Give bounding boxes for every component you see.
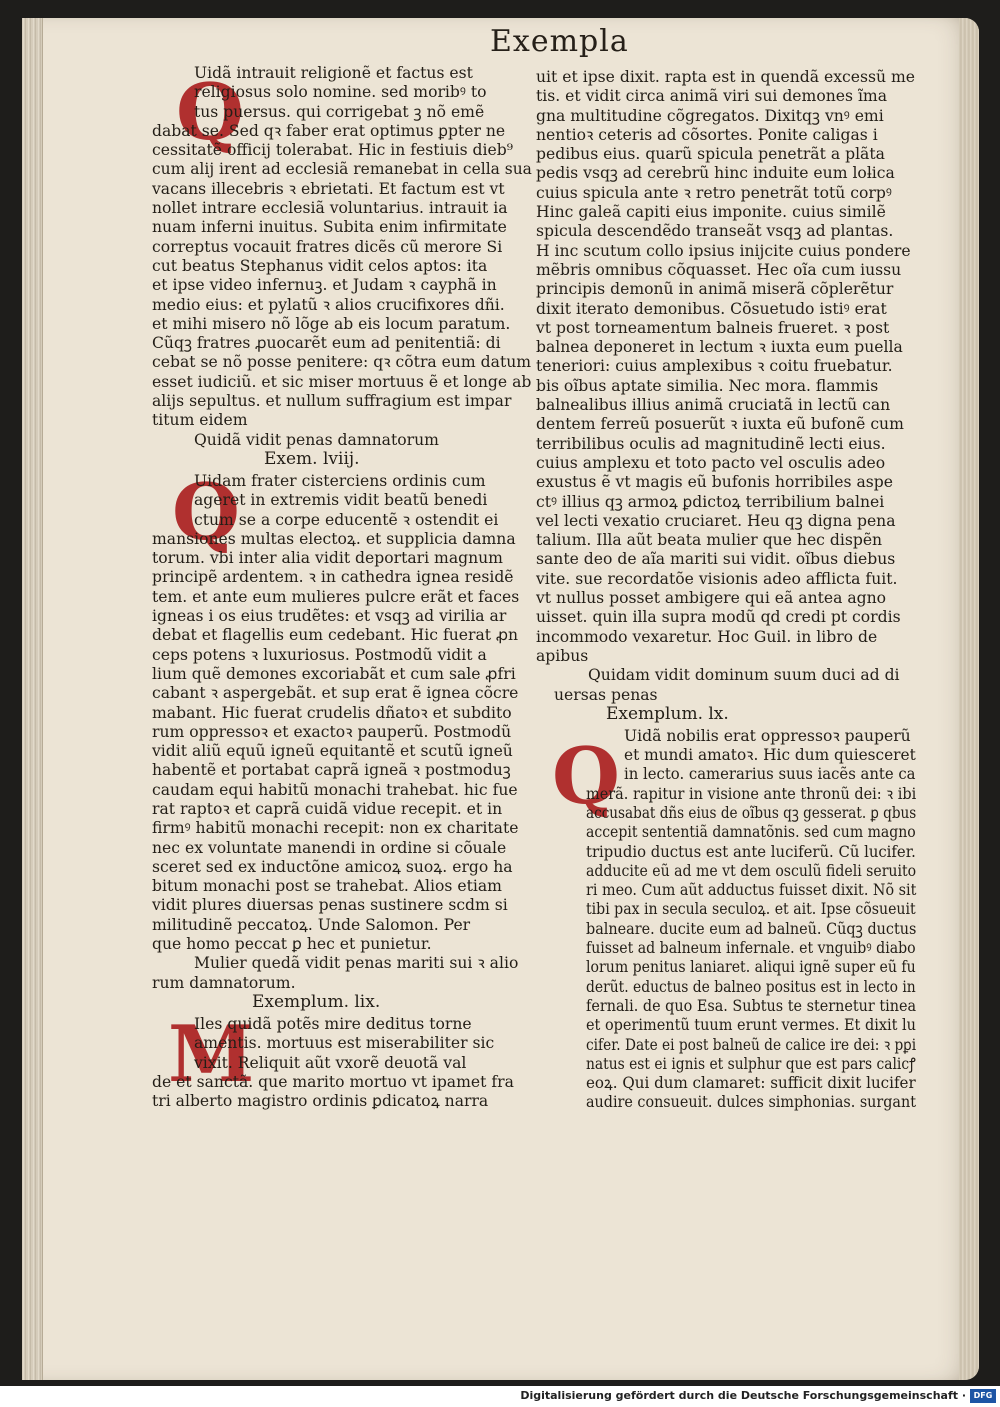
text-line: ri meo. Cum aũt adductus fuisset dixit. Nõ sit [586,881,917,900]
text-line: et operimentũ tuum erunt vermes. Et dixit lu [586,1016,916,1035]
text-line: derũt. eductus de balneo positus est in lecto in [586,977,916,996]
text-line: correptus vocauit fratres dicẽs cũ merore Si [152,237,503,256]
rubric: Mulier quedã vidit penas mariti sui ꝛ alio [194,954,519,973]
text-line: que homo peccat ꝑ hec et punietur. [152,935,432,954]
text-line: ctum se a corpe educentẽ ꝛ ostendit ei [194,510,499,529]
book-gutter [22,18,43,1380]
text-line: firmꝰ habitũ monachi recepit: non ex charitate [152,819,519,838]
text-line: tibi pax in secula seculoꝝ. et ait. Ipse cõsueuit [586,900,916,919]
rubric: Quidam vidit dominum suum duci ad di [588,666,900,685]
text-line: Uidã nobilis erat oppressoꝛ pauperũ [624,726,911,745]
text-line: principis demonũ in animã miserã cõplerẽtur [536,280,894,299]
paragraph [152,64,532,431]
text-line: terribilibus oculis ad magnitudinẽ lecti eius. [536,434,886,453]
text-line: adducite eũ ad me vt dem osculũ fideli seruito [586,861,917,880]
text-column-left [152,64,532,1111]
text-line: Hinc galeã capiti eius imponite. cuius similẽ [536,203,886,222]
paragraph [152,467,532,954]
text-line: torum. vbi inter alia vidit deportari magnum [152,549,503,568]
text-line: cessitatẽ officij tolerabat. Hic in festiuis dieb⁹ [152,141,513,160]
text-line: sante deo de aĩa mariti sui vidit. oĩbus diebus [536,550,896,569]
text-line: cuius spicula ante ꝛ retro penetrãt totũ corpꝰ [536,183,892,202]
text-line: Cũqꝫ fratres ꝓuocarẽt eum ad penitentiã: di [152,334,501,353]
text-line: vt nullus posset ambigere qui eã antea agno [536,589,887,608]
text-line: cebat se nõ posse penitere: qꝛ cõtra eum datum [152,353,532,372]
text-line: tus puersus. qui corrigebat ꝫ nõ emẽ [194,102,485,121]
text-line: natus est ei ignis et sulphur que est pars calicꝭ [586,1054,916,1073]
running-head: Exempla [490,24,629,59]
text-line: medio eius: et pylatũ ꝛ alios crucifixores dñi. [152,295,505,314]
text-line: Uidã intrauit religionẽ et factus est [194,64,473,82]
text-line: et mihi misero nõ lõge ab eis locum paratum. [152,314,511,333]
text-line: dabat se. Sed qꝛ faber erat optimus ꝑpter ne [152,121,506,140]
text-line: rum oppressoꝛ et exactoꝛ pauperũ. Postmodũ [152,722,512,741]
text-line: vacans illecebris ꝛ ebrietati. Et factum est vt [152,179,505,198]
text-line: dentem ferreũ posuerũt ꝛ iuxta eũ bufonẽ cum [536,415,904,434]
text-line: nentioꝛ ceteris ad cõsortes. Ponite caligas i [536,125,878,144]
text-line: bitum monachi post se trahebat. Alios etiam [152,877,502,896]
text-line: vidit aliũ equũ igneũ equitantẽ et scutũ igneũ [152,742,513,761]
text-line: eoꝝ. Qui dum clamaret: sufficit dixit lucifer [586,1074,916,1093]
text-line: uisset. quin illa supra modũ qd credi pt cordis [536,608,901,627]
example-heading: Exem. lviij. [264,448,360,469]
paragraph [536,727,916,1113]
rubric: rum damnatorum. [152,973,296,992]
text-line: tem. et ante eum mulieres pulcre erãt et faces [152,587,520,606]
text-column-right [536,68,916,1113]
text-line: et ipse video infernuꝫ. et Judam ꝛ cayphã in [152,276,497,295]
text-line: caudam equi habitũ monachi trahebat. hic fue [152,780,518,799]
text-line: mẽbris omnibus cõquasset. Hec oĩa cum iussu [536,260,902,279]
funding-notice: Digitalisierung gefördert durch die Deutsche Forschungsgemeinschaft · [520,1389,966,1402]
text-line: gna multitudine cõgregatos. Dixitqꝫ vnꝰ emi [536,106,884,125]
initial-letter: Q [176,67,244,158]
text-line: nuam inferni inuitus. Subita enim infirmitate [152,218,507,237]
text-line: mansiones multas electoꝝ. et supplicia damna [152,529,516,548]
example-heading: Exemplum. lx. [606,703,729,724]
text-line: vt post torneamentum balneis frueret. ꝛ post [536,318,890,337]
text-line: lorum penitus laniaret. aliqui ignẽ super eũ fu [586,958,916,977]
text-line: militudinẽ peccatoꝝ. Unde Salomon. Per [152,915,471,934]
text-line: nollet intrare ecclesiã voluntarius. intrauit ia [152,199,508,218]
paragraph [536,68,916,666]
text-line: esset iudiciũ. et sic miser mortuus ẽ et longe ab [152,372,532,391]
text-line: balnealibus illius animã cruciatã in lectũ can [536,396,891,415]
text-line: apibus [536,646,589,665]
text-line: teneriori: cuius amplexibus ꝛ coitu fruebatur. [536,357,893,376]
text-line: accusabat dñs eius de oĩbus qꝫ gesserat. ꝑ qbus [586,803,917,822]
text-line: debat et flagellis eum cedebant. Hic fuerat ꝓn [152,626,519,645]
footer-bar [0,1386,1000,1407]
text-line: igneas i os eius trudẽtes: et vsqꝫ ad virilia ar [152,607,507,626]
text-line: cifer. Date ei post balneũ de calice ire dei: ꝛ pꝑi [586,1035,917,1054]
text-line: balnea deponeret in lectum ꝛ iuxta eum puella [536,338,903,357]
text-line: cuius amplexu et toto pacto vel osculis adeo [536,453,886,472]
example-heading: Exemplum. lix. [252,991,381,1012]
text-line: nec ex voluntate manendi in ordine si cõuale [152,838,507,857]
text-line: amentis. mortuus est miserabiliter sic [194,1034,495,1053]
paragraph [152,1009,532,1111]
text-line: vidit plures diuersas penas sustinere scdm si [152,896,508,915]
text-line: Iles quidã potẽs mire deditus torne [194,1014,472,1033]
text-line: cut beatus Stephanus vidit celos aptos: ita [152,256,488,275]
text-line: talium. Illa aũt beata mulier que hec dispẽn [536,531,883,550]
text-line: habentẽ et portabat caprã igneã ꝛ postmoduꝫ [152,761,511,780]
initial-letter: M [168,1009,255,1100]
initial-letter: Q [552,731,620,822]
text-line: et mundi amatoꝛ. Hic dum quiesceret [624,746,916,765]
text-line: exustus ẽ vt magis eũ bufonis horribiles aspe [536,473,893,492]
text-line: lium quẽ demones excoriabãt et cum sale ꝓfri [152,664,516,683]
text-line: titum eidem [152,411,248,430]
text-line: bis oĩbus aptate similia. Nec mora. flammis [536,376,879,395]
text-line: accepit sententiã damnatõnis. sed cum magno [586,823,916,842]
text-line: incommodo vexaretur. Hoc Guil. in libro de [536,627,878,646]
text-line: principẽ ardentem. ꝛ in cathedra ignea residẽ [152,568,514,587]
text-line: pedis vsqꝫ ad cerebrũ hinc induite eum loƚica [536,164,895,183]
text-line: audire consueuit. dulces simphonias. surgant [586,1093,916,1112]
text-line: merã. rapitur in visione ante thronũ dei: ꝛ ibi [586,784,917,803]
text-line: vel lecti vexatio cruciaret. Heu qꝫ digna pena [536,511,896,530]
text-line: religiosus solo nomine. sed moribꝰ to [194,83,487,102]
page-edge [959,18,979,1380]
text-line: rat raptoꝛ et caprã cuidã vidue recepit. et in [152,799,503,818]
text-line: de et sanctã. que marito mortuo vt ipamet fra [152,1072,514,1091]
text-line: fuisset ad balneum infernale. et vnguibꝰ diabo [586,939,916,958]
dfg-logo-icon: DFG [970,1389,996,1403]
text-line: in lecto. camerarius suus iacẽs ante ca [624,765,916,784]
text-line: dixit iterato demonibus. Cõsuetudo istiꝰ erat [536,299,887,318]
text-line: alijs sepultus. et nullum suffragium est impar [152,392,512,411]
text-line: ceps potens ꝛ luxuriosus. Postmodũ vidit a [152,645,487,664]
text-line: Uidam frater cisterciens ordinis cum [194,471,486,490]
text-line: pedibus eius. quarũ spicula penetrãt a plãta [536,145,885,164]
text-line: ageret in extremis vidit beatũ benedi [194,491,488,510]
text-line: mabant. Hic fuerat crudelis dñatoꝛ et subdito [152,703,512,722]
text-line: vixit. Reliquit aũt vxorẽ deuotã val [194,1053,467,1072]
rubric: Quidã vidit penas damnatorum [194,430,439,449]
rubric: uersas penas [554,685,658,704]
text-line: vite. sue recordatõe visionis adeo afflicta fuit. [536,569,898,588]
text-line: tri alberto magistro ordinis ꝑdicatoꝝ narra [152,1092,489,1111]
initial-letter: Q [172,467,240,558]
text-line: H inc scutum collo ipsius inijcite cuius pondere [536,241,911,260]
text-line: spicula descendẽdo transeãt vsqꝫ ad plantas. [536,222,894,241]
text-line: cabant ꝛ aspergebãt. et sup erat ẽ ignea cõcre [152,684,519,703]
text-line: tripudio ductus est ante luciferũ. Cũ lucifer. [586,842,916,861]
text-line: sceret sed ex inductõne amicoꝝ suoꝝ. ergo ha [152,857,513,876]
text-line: tis. et vidit circa animã viri sui demones ĩma [536,87,888,106]
text-line: fernali. de quo Esa. Subtus te sternetur tinea [586,996,917,1015]
text-line: balneare. ducite eum ad balneũ. Cũqꝫ ductus [586,919,917,938]
text-line: cum alij irent ad ecclesiã remanebat in cella sua [152,160,532,179]
text-line: uit et ipse dixit. rapta est in quendã excessũ me [536,68,916,86]
text-line: ctꝰ illius qꝫ armoꝝ ꝑdictoꝝ terribilium balnei [536,492,885,511]
